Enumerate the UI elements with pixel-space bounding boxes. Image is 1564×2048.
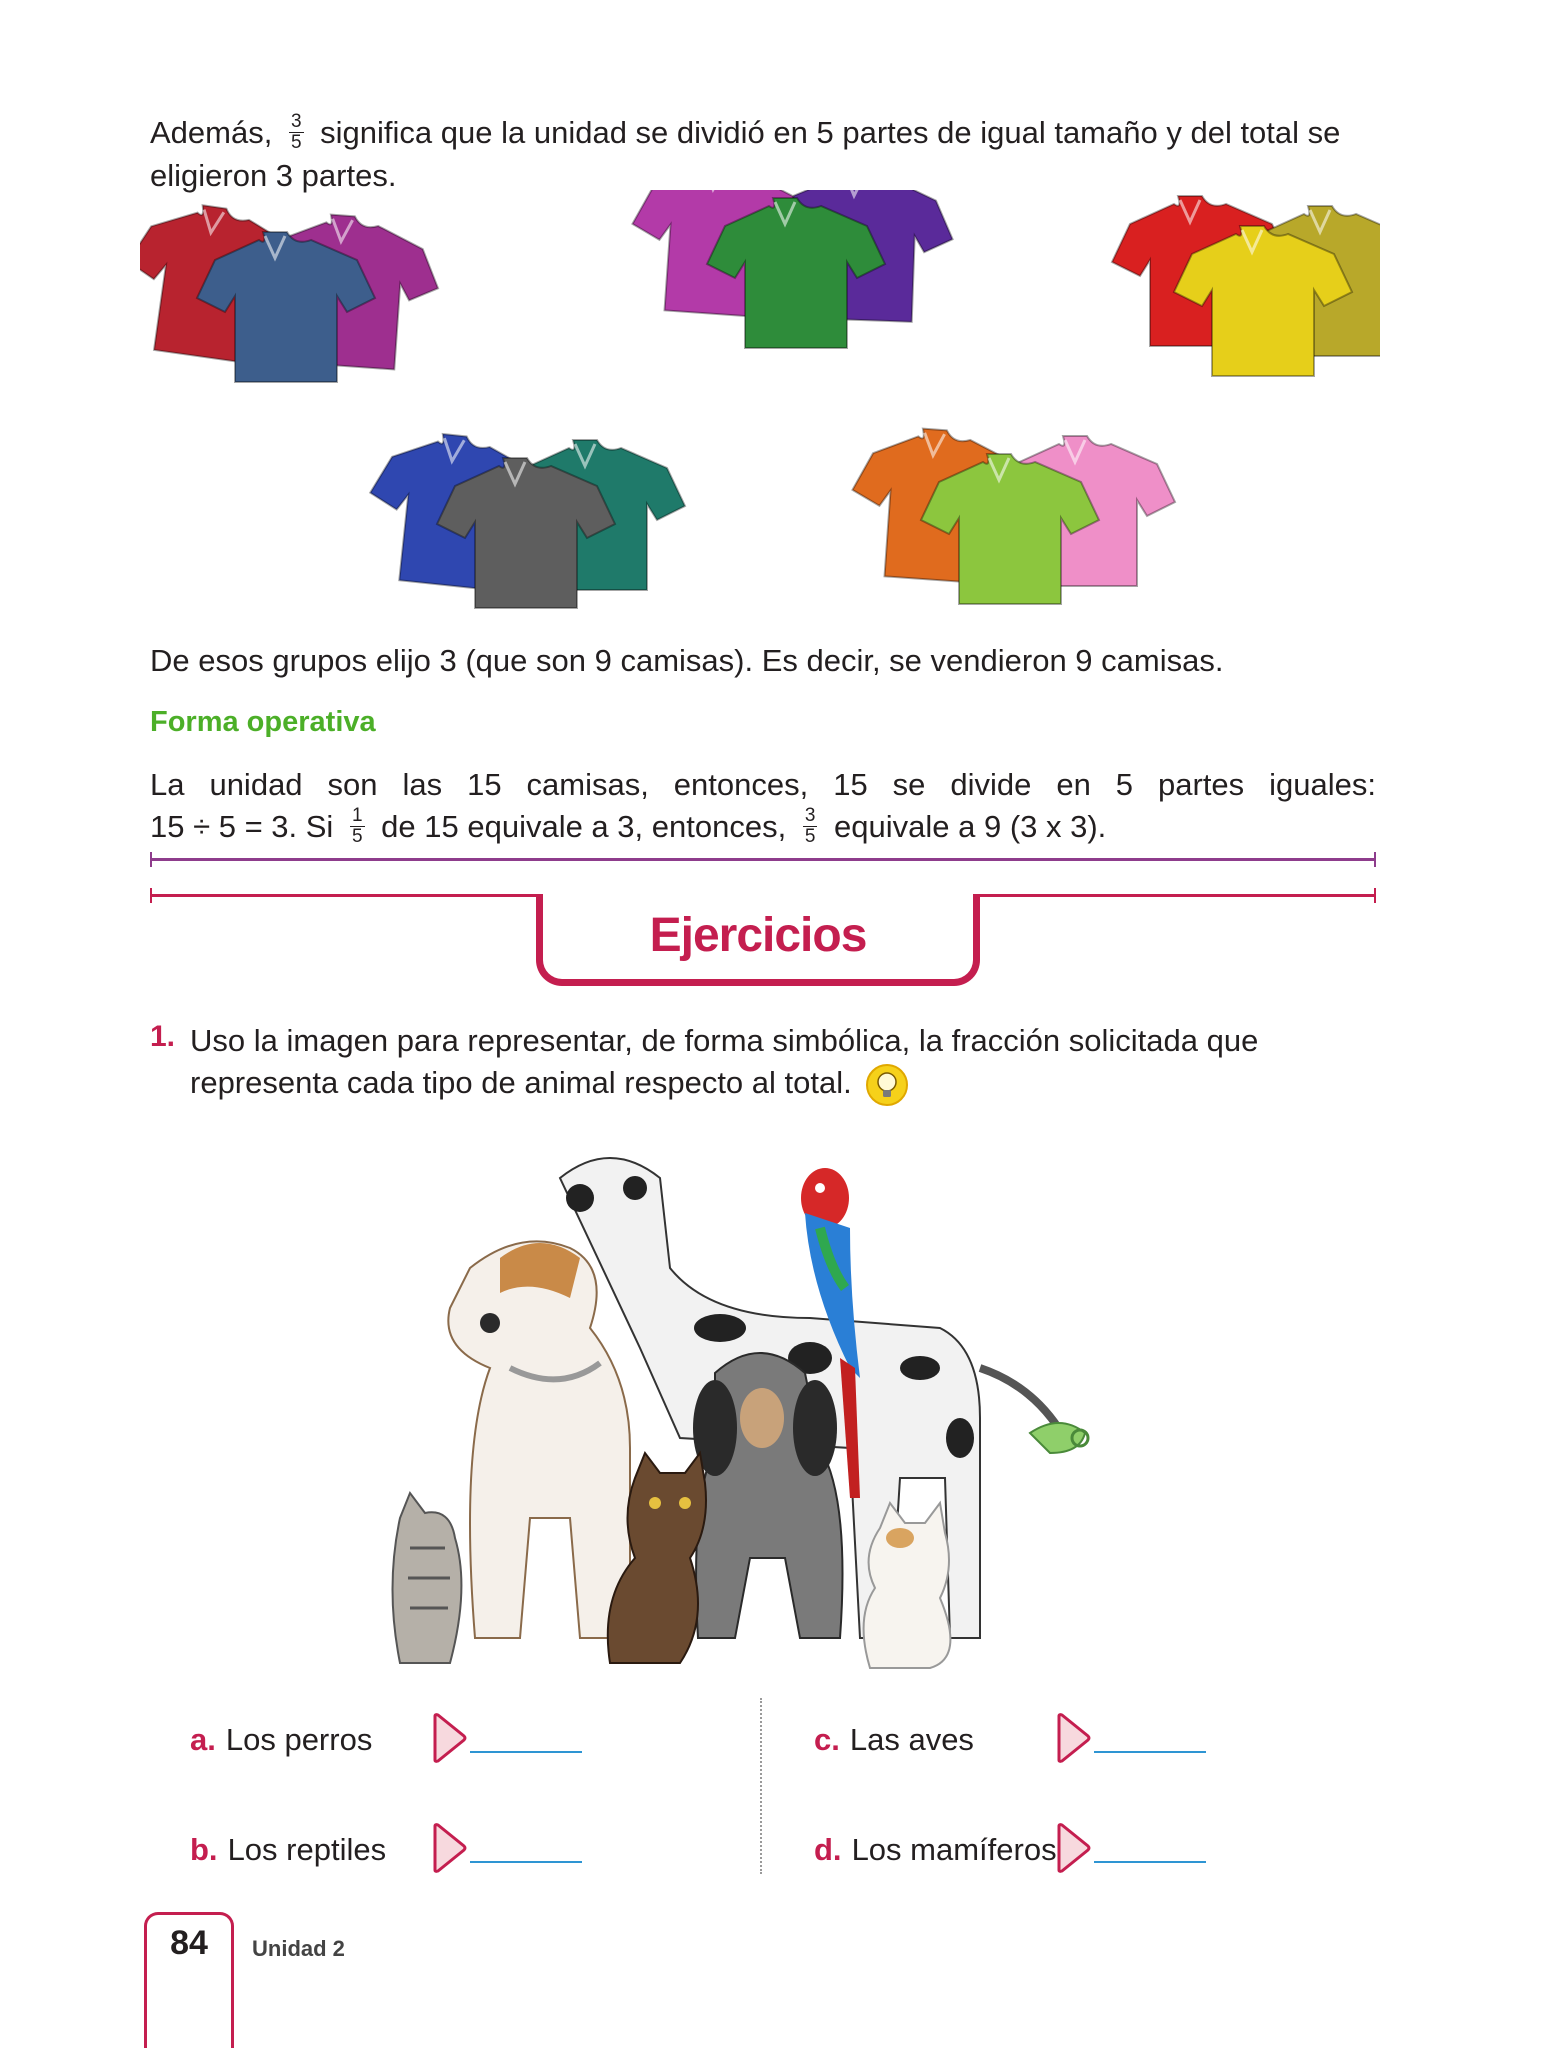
ejercicios-tab (536, 894, 980, 986)
shirt-group-2 (627, 190, 955, 348)
shirts-svg (140, 190, 1380, 610)
answer-arrow-icon-c (1056, 1712, 1092, 1764)
answer-label-d: d. Los mamíferos (814, 1832, 1057, 1867)
intro-suffix: significa que la unidad se dividió en 5 partes de igual tamaño y del total se eligieron 3 partes. (150, 115, 1341, 194)
shirt-group-1 (140, 196, 443, 382)
answer-arrow-icon-a (432, 1712, 468, 1764)
forma-operativa-line1: La unidad son las 15 camisas, entonces, 15 se divide en 5 partes iguales: (150, 767, 1376, 802)
fraction-three-fifths: $\frac{3}{5}$ (290, 111, 302, 154)
shirt-group-4 (361, 427, 685, 608)
bulldog-illustration (448, 1241, 630, 1638)
answer-arrow-icon-d (1056, 1822, 1092, 1874)
exercise-number: 1. (150, 1020, 176, 1053)
spaniel-illustration (693, 1353, 843, 1638)
chameleon-illustration (1030, 1423, 1088, 1453)
forma-operativa-line2 (150, 806, 1106, 849)
animals-svg (380, 1118, 1180, 1678)
exercise-text (190, 1020, 1380, 1106)
shirt-group-5 (847, 424, 1175, 604)
answer-label-a: a. Los perros (190, 1722, 373, 1757)
lightbulb-icon (866, 1064, 908, 1106)
answer-arrow-icon-b (432, 1822, 468, 1874)
answers-divider (760, 1698, 762, 1874)
section-divider-purple (150, 858, 1376, 861)
shirt-groups-illustration (140, 190, 1380, 610)
line2-part-a: 15 ÷ 5 = 3. Si (150, 809, 334, 844)
fraction-one-fifth: $\frac{1}{5}$ (351, 805, 363, 848)
line2-part-c: equivale a 9 (3 x 3). (834, 809, 1107, 844)
forma-operativa-heading: Forma operativa (150, 706, 376, 738)
tabby-cat-illustration (393, 1493, 462, 1663)
section-title: Ejercicios (649, 909, 867, 962)
exercise-instruction: Uso la imagen para representar, de forma simbólica, la fracción solicitada que representa cada tipo de animal respecto al total. (190, 1023, 1259, 1100)
groups-sentence: De esos grupos elijo 3 (que son 9 camisas). Es decir, se vendieron 9 camisas. (150, 643, 1224, 678)
answer-label-b: b. Los reptiles (190, 1832, 387, 1867)
answer-line-c[interactable] (1094, 1751, 1206, 1753)
intro-paragraph (150, 112, 1376, 197)
answer-label-c: c. Las aves (814, 1722, 974, 1757)
page-number: 84 (170, 1924, 208, 1962)
answer-line-b[interactable] (470, 1861, 582, 1863)
fraction-three-fifths-2: $\frac{3}{5}$ (804, 805, 816, 848)
answer-line-a[interactable] (470, 1751, 582, 1753)
answer-line-d[interactable] (1094, 1861, 1206, 1863)
line2-part-b: de 15 equivale a 3, entonces, (381, 809, 787, 844)
shirt-group-3 (1112, 196, 1380, 376)
animals-photo (380, 1118, 1180, 1678)
intro-prefix: Además, (150, 115, 273, 150)
unit-label: Unidad 2 (252, 1936, 345, 1961)
